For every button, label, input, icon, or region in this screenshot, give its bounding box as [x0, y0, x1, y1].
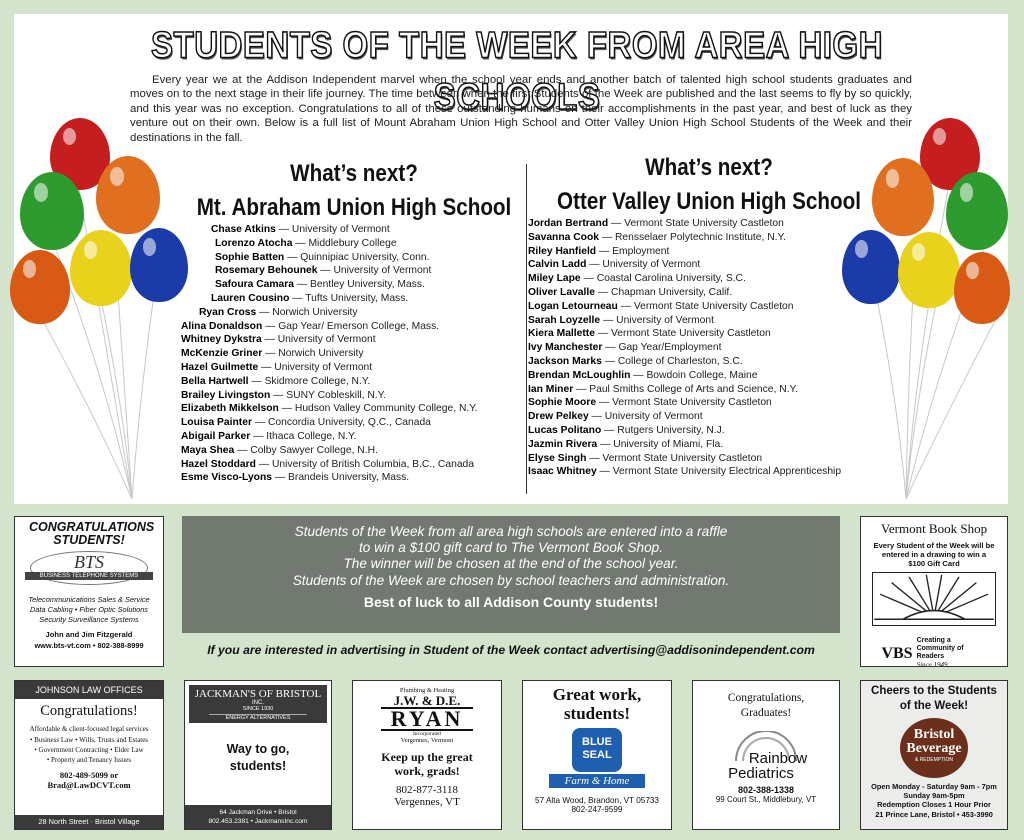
student-name: Jackson Marks: [528, 355, 602, 367]
raffle-line-4: Students of the Week are chosen by school teachers and administration.: [292, 572, 730, 588]
student-name: Esme Visco-Lyons: [181, 472, 272, 484]
ad-blue-seal[interactable]: [522, 680, 672, 830]
student-destination: Bentley University, Mass.: [310, 279, 425, 291]
student-name: Lauren Cousino: [211, 292, 290, 304]
ad-johnson-law[interactable]: [14, 680, 164, 830]
student-name: Ian Miner: [528, 383, 574, 395]
jackmans-contact: 802.453.2381 • JackmansInc.com: [208, 818, 308, 825]
bts-service-3: Security Surveillance Systems: [39, 615, 139, 624]
bts-contact: www.bts-vt.com • 802-388-8999: [34, 641, 144, 650]
bts-headline: CONGRATULATIONS STUDENTS!: [29, 520, 155, 547]
student-destination: University of Vermont: [277, 334, 376, 346]
student-row: Drew Pelkey — University of Vermont: [528, 411, 703, 423]
johnson-address: 28 North Street · Bristol Village: [15, 815, 163, 829]
bts-service-2: Data Cabling • Fiber Optic Solutions: [29, 605, 149, 614]
student-destination: Chapman University, Calif.: [611, 286, 733, 298]
balloon-blue-left: [130, 228, 188, 302]
raffle-box: [182, 516, 840, 633]
main-panel: [14, 14, 1008, 504]
balloon-orange-right: [872, 158, 934, 236]
student-name: Oliver Lavalle: [528, 286, 595, 298]
student-destination: University of Vermont: [604, 411, 703, 423]
student-destination: University of Vermont: [274, 361, 373, 373]
bts-logo: BTS BUSINESS TELEPHONE SYSTEMS: [30, 551, 148, 585]
student-name: Riley Hanfield: [528, 245, 597, 257]
student-row: Rosemary Behounek — University of Vermont: [215, 265, 432, 277]
raffle-line-2: to win a $100 gift card to The Vermont Book Shop.: [358, 540, 664, 556]
student-destination: Bowdoin College, Maine: [646, 369, 758, 381]
student-name: Kiera Mallette: [528, 328, 595, 340]
student-name: Logan Letourneau: [528, 300, 618, 312]
rainbow-headline: Congratulations, Graduates!: [727, 692, 805, 719]
johnson-phone: 802-489-5099 or: [59, 770, 119, 780]
johnson-email[interactable]: Brad@LawDCVT.com: [47, 780, 131, 790]
student-name: Savanna Cook: [528, 231, 599, 243]
student-name: Jordan Bertrand: [528, 218, 609, 229]
balloon-green-right: [946, 172, 1008, 250]
student-row: Sophie Batten — Quinnipiac University, Conn.: [215, 251, 430, 263]
student-destination: University of Vermont: [291, 224, 390, 235]
student-row: Lauren Cousino — Tufts University, Mass.: [211, 292, 409, 304]
student-name: Elyse Singh: [528, 452, 587, 464]
vbs-mark: VBS: [881, 644, 913, 662]
student-row: Hazel Stoddard — University of British Columbia, B.C., Canada: [181, 458, 474, 470]
ryan-message: Keep up the great work, grads!: [381, 750, 473, 778]
student-name: Lorenzo Atocha: [215, 237, 293, 249]
student-row: Elyse Singh — Vermont State University Castleton: [528, 452, 763, 464]
student-row: Sophie Moore — Vermont State University Castleton: [528, 397, 772, 409]
student-row: Lorenzo Atocha — Middlebury College: [215, 237, 397, 249]
jackmans-message: Way to go, students!: [226, 742, 290, 773]
johnson-name: JOHNSON LAW OFFICES: [15, 681, 163, 699]
right-heading: What’s next?: [645, 154, 773, 181]
student-destination: College of Charleston, S.C.: [617, 355, 743, 367]
student-destination: University of British Columbia, B.C., Canada: [271, 458, 474, 470]
rainbow-name-2: Pediatrics: [728, 765, 794, 782]
student-row: Miley Lape — Coastal Carolina University, S.C.: [528, 273, 746, 285]
ryan-arc: Plumbing & Heating: [399, 687, 455, 694]
left-school-name: Mt. Abraham Union High School: [196, 194, 512, 221]
student-destination: Vermont State University Castleton: [602, 452, 763, 464]
student-destination: Employment: [612, 245, 670, 257]
student-destination: Middlebury College: [308, 237, 397, 249]
student-name: Hazel Stoddard: [181, 458, 256, 470]
student-destination: University of Vermont: [333, 265, 432, 277]
student-row: McKenzie Griner — Norwich University: [181, 348, 364, 360]
student-destination: University of Vermont: [616, 314, 714, 326]
blueseal-address: 57 Alta Wood, Brandon, VT 05733: [535, 796, 659, 805]
student-row: Elizabeth Mikkelson — Hudson Valley Community College, N.Y.: [181, 403, 478, 415]
balloon-yellow-left: [70, 230, 132, 306]
rainbow-phone: 802-388-1338: [737, 785, 795, 795]
student-destination: Quinnipiac University, Conn.: [300, 251, 430, 263]
left-heading: What’s next?: [290, 160, 418, 187]
student-name: Brendan McLoughlin: [528, 369, 631, 381]
student-name: Maya Shea: [181, 444, 235, 456]
student-destination: Gap Year/Employment: [618, 342, 722, 354]
student-row: Sarah Loyzelle — University of Vermont: [528, 314, 714, 326]
student-destination: SUNY Cobleskill, N.Y.: [286, 389, 387, 401]
ryan-town: Vergennes, VT: [394, 796, 460, 808]
student-destination: Vermont State University Castleton: [611, 328, 771, 340]
student-destination: Vermont State University Castleton: [633, 300, 794, 312]
vbs-tagline: Creating a Community of Readers: [916, 637, 964, 660]
bristol-headline: Cheers to the Students of the Week!: [871, 685, 997, 712]
student-destination: Vermont State University Electrical Apprenticeship: [612, 466, 842, 478]
johnson-service-2: • Government Contracting • Elder Law: [34, 746, 144, 754]
balloon-green-left: [20, 172, 84, 250]
ad-vermont-book-shop[interactable]: [860, 516, 1008, 667]
student-row: Oliver Lavalle — Chapman University, Calif.: [528, 286, 733, 298]
johnson-service-1: • Business Law • Wills, Trusts and Estates: [29, 736, 149, 744]
student-name: Sophie Moore: [528, 397, 597, 409]
ad-ryan[interactable]: [352, 680, 502, 830]
student-row: Hazel Guilmette — University of Vermont: [181, 361, 373, 373]
student-row: Maya Shea — Colby Sawyer College, N.H.: [181, 444, 378, 456]
student-name: Alina Donaldson: [181, 320, 263, 332]
student-destination: Paul Smiths College of Arts and Science, N.Y.: [589, 383, 798, 395]
blueseal-headline: Great work, students!: [552, 685, 642, 723]
student-name: Sophie Batten: [215, 251, 285, 263]
student-destination: Concordia University, Q.C., Canada: [267, 417, 431, 429]
bristol-hours-3: Redemption Closes 1 Hour Prior: [877, 800, 991, 810]
student-name: Elizabeth Mikkelson: [181, 403, 279, 415]
bts-service-1: Telecommunications Sales & Service: [28, 595, 150, 604]
ryan-incorporated: Incorporated: [412, 731, 442, 737]
page-title: STUDENTS OF THE WEEK FROM AREA HIGH SCHOOLS: [151, 23, 883, 117]
student-row: Brailey Livingston — SUNY Cobleskill, N.Y.: [181, 389, 387, 401]
vbs-name: Vermont Book Shop: [880, 521, 988, 536]
student-name: Safoura Camara: [215, 279, 294, 291]
blueseal-logo: BLUE SEAL: [572, 728, 622, 772]
ad-bristol-beverage[interactable]: [860, 680, 1008, 830]
johnson-headline: Congratulations!: [40, 703, 138, 719]
intro-paragraph: Every year we at the Addison Independent marvel when the school year ends and another batch of talented high school students graduates and moves on to the next stage in their life journey. The time between when the first Students of the Week are published and the last seems to fly by so quickly, and this year was no exception. Congratulations to all of these outstanding humans on their accomplishments in the past year, and best of luck as they venture out on their own. Below is a full list of Mount Abraham Union High School and Otter Valley Union High School Students of the Week and their destinations in the fall.: [130, 74, 912, 144]
balloon-orange2-right: [954, 252, 1010, 324]
ad-bts[interactable]: [14, 516, 164, 667]
student-row: Ian Miner — Paul Smiths College of Arts and Science, N.Y.: [528, 383, 798, 395]
student-row: Brendan McLoughlin — Bowdoin College, Maine: [528, 369, 758, 381]
student-destination: Norwich University: [272, 306, 358, 318]
student-name: Louisa Painter: [181, 417, 252, 429]
student-row: Jazmin Rivera — University of Miami, Fla.: [528, 438, 724, 450]
student-name: Isaac Whitney: [528, 466, 597, 478]
student-name: Chase Atkins: [211, 224, 276, 235]
student-row: Alina Donaldson — Gap Year/ Emerson College, Mass.: [181, 320, 440, 332]
ryan-name: RYAN: [381, 707, 473, 731]
vbs-text: Every Student of the Week will be entered in a drawing to win a $100 Gift Card: [873, 541, 995, 568]
student-row: Kiera Mallette — Vermont State University Castleton: [528, 328, 771, 340]
student-row: Louisa Painter — Concordia University, Q.C., Canada: [181, 417, 431, 429]
rainbow-address: 99 Court St., Middlebury, VT: [715, 795, 817, 804]
student-name: Jazmin Rivera: [528, 438, 598, 450]
student-row: Esme Visco-Lyons — Brandeis University, Mass.: [181, 472, 410, 484]
student-row: Jackson Marks — College of Charleston, S.C.: [528, 355, 743, 367]
right-school-name: Otter Valley Union High School: [557, 188, 861, 215]
column-divider: [526, 164, 527, 494]
student-row: Riley Hanfield — Employment: [528, 245, 670, 257]
student-row: Calvin Ladd — University of Vermont: [528, 259, 701, 271]
student-name: Brailey Livingston: [181, 389, 271, 401]
bristol-hours-2: Sunday 9am-5pm: [903, 791, 965, 801]
ryan-town-arc: Vergennes, Vermont: [400, 737, 454, 744]
student-row: Safoura Camara — Bentley University, Mass.: [215, 279, 425, 291]
ad-jackmans[interactable]: [184, 680, 332, 830]
student-destination: Gap Year/ Emerson College, Mass.: [278, 320, 440, 332]
student-destination: Colby Sawyer College, N.H.: [250, 444, 378, 456]
student-row: Jordan Bertrand — Vermont State University Castleton: [528, 218, 784, 229]
bristol-logo: Bristol Beverage & REDEMPTION: [900, 718, 968, 778]
student-destination: Ithaca College, N.Y.: [266, 430, 357, 442]
blueseal-phone: 802-247-9599: [571, 805, 623, 814]
student-row: Isaac Whitney — Vermont State University Electrical Apprenticeship: [528, 466, 842, 478]
vbs-since: Since 1949: [916, 661, 948, 667]
ryan-name-top: J.W. & D.E.: [393, 693, 461, 708]
student-row: Ivy Manchester — Gap Year/Employment: [528, 342, 722, 354]
student-destination: Skidmore College, N.Y.: [264, 375, 371, 387]
rainbow-name-1: Rainbow: [748, 750, 808, 767]
student-destination: Vermont State University Castleton: [612, 397, 772, 409]
student-name: Ivy Manchester: [528, 342, 603, 354]
student-row: Chase Atkins — University of Vermont: [211, 224, 390, 235]
mt-abraham-student-list: [181, 223, 511, 485]
student-destination: Norwich University: [278, 348, 364, 360]
ryan-phone: 802-877-3118: [396, 784, 458, 796]
student-destination: Rutgers University, N.J.: [617, 424, 725, 436]
bts-owners: John and Jim Fitzgerald: [45, 630, 133, 639]
student-name: Abigail Parker: [181, 430, 251, 442]
student-name: Hazel Guilmette: [181, 361, 259, 373]
otter-valley-student-list: [528, 217, 858, 479]
balloon-yellow-right: [898, 232, 960, 308]
student-row: Abigail Parker — Ithaca College, N.Y.: [181, 430, 357, 442]
johnson-service-3: • Property and Tenancy Issues: [46, 756, 132, 764]
student-row: Lucas Politano — Rutgers University, N.J.: [528, 424, 725, 436]
raffle-line-3: The winner will be chosen at the end of the school year.: [343, 556, 679, 572]
advertising-contact[interactable]: If you are interested in advertising in Student of the Week contact advertising@addisonindependent.com: [207, 643, 815, 657]
student-destination: Hudson Valley Community College, N.Y.: [294, 403, 478, 415]
student-row: Bella Hartwell — Skidmore College, N.Y.: [181, 375, 371, 387]
student-name: Bella Hartwell: [181, 375, 249, 387]
raffle-best-luck: Best of luck to all Addison County students!: [363, 593, 659, 610]
jackmans-address: 64 Jackman Drive • Bristol: [219, 809, 297, 816]
ad-rainbow-pediatrics[interactable]: [692, 680, 840, 830]
student-name: Rosemary Behounek: [215, 265, 318, 277]
bristol-hours-1: Open Monday - Saturday 9am - 7pm: [871, 782, 997, 791]
jackmans-logo: JACKMAN'S OF BRISTOL INC. SINCE 1930 ENERGY ALTERNATIVES: [189, 685, 327, 723]
student-destination: Coastal Carolina University, S.C.: [596, 273, 746, 285]
student-row: Ryan Cross — Norwich University: [199, 306, 358, 318]
student-destination: Brandeis University, Mass.: [288, 472, 410, 484]
balloon-orange-left: [96, 156, 160, 234]
student-name: Calvin Ladd: [528, 259, 587, 271]
student-destination: Rensselaer Polytechnic Institute, N.Y.: [615, 231, 786, 243]
raffle-line-1: Students of the Week from all area high schools are entered into a raffle: [294, 524, 728, 539]
johnson-subtitle: Affordable & client-focused legal services: [29, 725, 149, 733]
student-name: Drew Pelkey: [528, 411, 589, 423]
balloon-orange2-left: [10, 250, 70, 324]
student-destination: Tufts University, Mass.: [305, 292, 409, 304]
student-row: Logan Letourneau — Vermont State University Castleton: [528, 300, 794, 312]
student-row: Savanna Cook — Rensselaer Polytechnic Institute, N.Y.: [528, 231, 786, 243]
student-destination: Vermont State University Castleton: [624, 218, 784, 229]
student-name: Whitney Dykstra: [181, 334, 262, 346]
student-row: Whitney Dykstra — University of Vermont: [181, 334, 376, 346]
student-name: Sarah Loyzelle: [528, 314, 601, 326]
vbs-sunburst-icon: [872, 572, 996, 626]
student-destination: University of Miami, Fla.: [613, 438, 724, 450]
blueseal-banner: Farm & Home: [549, 774, 645, 788]
student-name: McKenzie Griner: [181, 348, 263, 360]
student-destination: University of Vermont: [602, 259, 701, 271]
student-name: Ryan Cross: [199, 306, 257, 318]
student-name: Lucas Politano: [528, 424, 602, 436]
bristol-hours-4: 21 Prince Lane, Bristol • 453-3990: [875, 809, 993, 819]
student-name: Miley Lape: [528, 273, 581, 285]
